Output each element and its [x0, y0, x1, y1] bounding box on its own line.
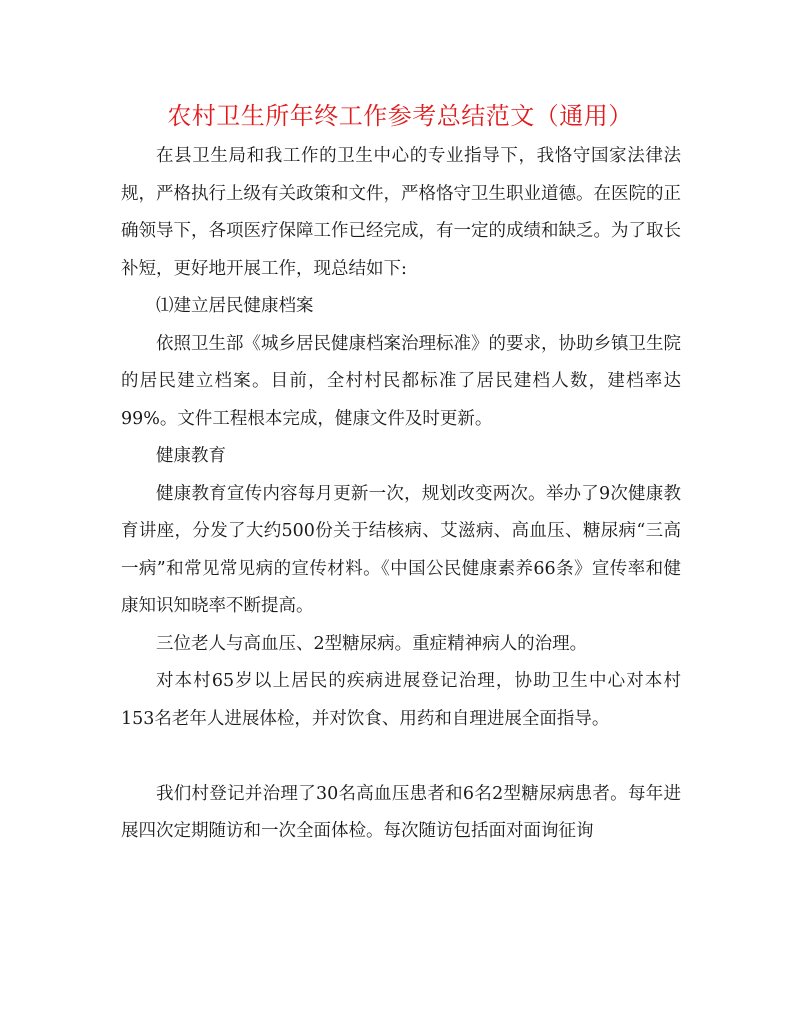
document-body: [121, 138, 681, 851]
paragraph-health-education: 健康教育宣传内容每月更新一次，规划改变两次。举办了9次健康教育讲座，分发了大约500份关于结核病、艾滋病、高血压、糖尿病“三高一病”和常见常见病的宣传材料。《中国公民健康素养66条》宣传率和健康知识知晓率不断提高。: [121, 483, 681, 616]
paragraph-elderly-care: 对本村65岁以上居民的疾病进展登记治理，协助卫生中心对本村153名老年人进展体检，并对饮食、用药和自理进展全面指导。: [121, 671, 681, 729]
paragraph-health-records: 依照卫生部《城乡居民健康档案治理标准》的要求，协助乡镇卫生院的居民建立档案。目前，全村村民都标准了居民建档人数，建档率达99%。文件工程根本完成，健康文件及时更新。: [121, 333, 681, 429]
section-heading-health-records: ⑴建立居民健康档案: [156, 296, 314, 316]
section-heading-health-education: 健康教育: [156, 446, 226, 466]
section-heading-elderly-chronic: 三位老人与高血压、2型糖尿病。重症精神病人的治理。: [156, 633, 588, 654]
paragraph-intro: 在县卫生局和我工作的卫生中心的专业指导下，我恪守国家法律法规，严格执行上级有关政策和文件，严格恪守卫生职业道德。在医院的正确领导下，各项医疗保障工作已经完成，有一定的成绩和缺乏。为了取长补短，更好地开展工作，现总结如下:: [121, 146, 681, 279]
document-title: 农村卫生所年终工作参考总结范文（通用）: [167, 102, 633, 130]
paragraph-chronic-disease: 我们村登记并治理了30名高血压患者和6名2型糖尿病患者。每年进展四次定期随访和一次全面体检。每次随访包括面对面询征询: [121, 783, 681, 841]
